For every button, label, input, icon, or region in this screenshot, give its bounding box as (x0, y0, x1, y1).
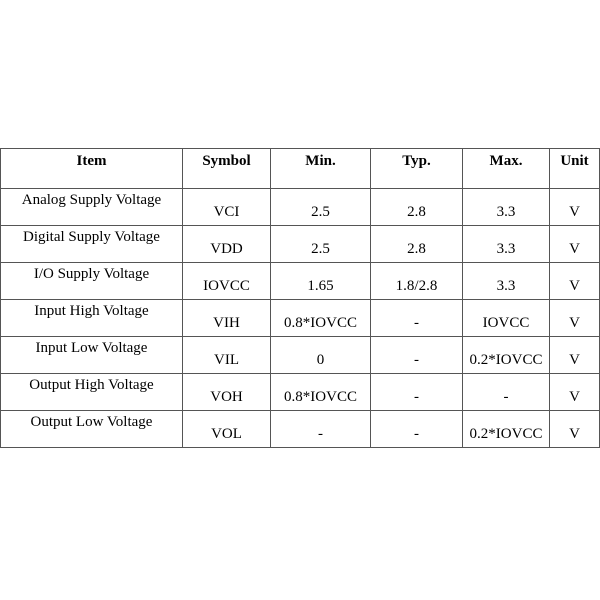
item-cell: Output Low Voltage (1, 411, 183, 448)
typ-cell: - (371, 411, 463, 448)
header-max: Max. (463, 149, 550, 189)
min-cell: - (271, 411, 371, 448)
header-item: Item (1, 149, 183, 189)
max-cell: 3.3 (463, 189, 550, 226)
typ-cell: 2.8 (371, 226, 463, 263)
symbol-cell: VCI (183, 189, 271, 226)
min-cell: 2.5 (271, 189, 371, 226)
typ-cell: - (371, 337, 463, 374)
item-cell: I/O Supply Voltage (1, 263, 183, 300)
unit-cell: V (550, 226, 600, 263)
max-cell: IOVCC (463, 300, 550, 337)
max-cell: 0.2*IOVCC (463, 337, 550, 374)
unit-cell: V (550, 337, 600, 374)
symbol-cell: VOL (183, 411, 271, 448)
item-cell: Input Low Voltage (1, 337, 183, 374)
unit-cell: V (550, 300, 600, 337)
header-symbol: Symbol (183, 149, 271, 189)
max-cell: 3.3 (463, 263, 550, 300)
symbol-cell: VIH (183, 300, 271, 337)
table-row (1, 189, 600, 226)
header-min: Min. (271, 149, 371, 189)
item-cell: Analog Supply Voltage (1, 189, 183, 226)
min-cell: 1.65 (271, 263, 371, 300)
table-row (1, 374, 600, 411)
typ-cell: - (371, 300, 463, 337)
header-row (1, 149, 600, 189)
voltage-spec-table (0, 148, 600, 448)
max-cell: 3.3 (463, 226, 550, 263)
table-row (1, 263, 600, 300)
item-cell: Digital Supply Voltage (1, 226, 183, 263)
item-cell: Input High Voltage (1, 300, 183, 337)
typ-cell: 1.8/2.8 (371, 263, 463, 300)
unit-cell: V (550, 263, 600, 300)
min-cell: 2.5 (271, 226, 371, 263)
symbol-cell: VIL (183, 337, 271, 374)
item-cell: Output High Voltage (1, 374, 183, 411)
unit-cell: V (550, 374, 600, 411)
symbol-cell: VOH (183, 374, 271, 411)
max-cell: - (463, 374, 550, 411)
max-cell: 0.2*IOVCC (463, 411, 550, 448)
table-row (1, 226, 600, 263)
table-row (1, 300, 600, 337)
min-cell: 0.8*IOVCC (271, 300, 371, 337)
header-unit: Unit (550, 149, 600, 189)
unit-cell: V (550, 411, 600, 448)
typ-cell: 2.8 (371, 189, 463, 226)
unit-cell: V (550, 189, 600, 226)
min-cell: 0.8*IOVCC (271, 374, 371, 411)
symbol-cell: VDD (183, 226, 271, 263)
typ-cell: - (371, 374, 463, 411)
symbol-cell: IOVCC (183, 263, 271, 300)
min-cell: 0 (271, 337, 371, 374)
table-row (1, 411, 600, 448)
header-typ: Typ. (371, 149, 463, 189)
table-row (1, 337, 600, 374)
